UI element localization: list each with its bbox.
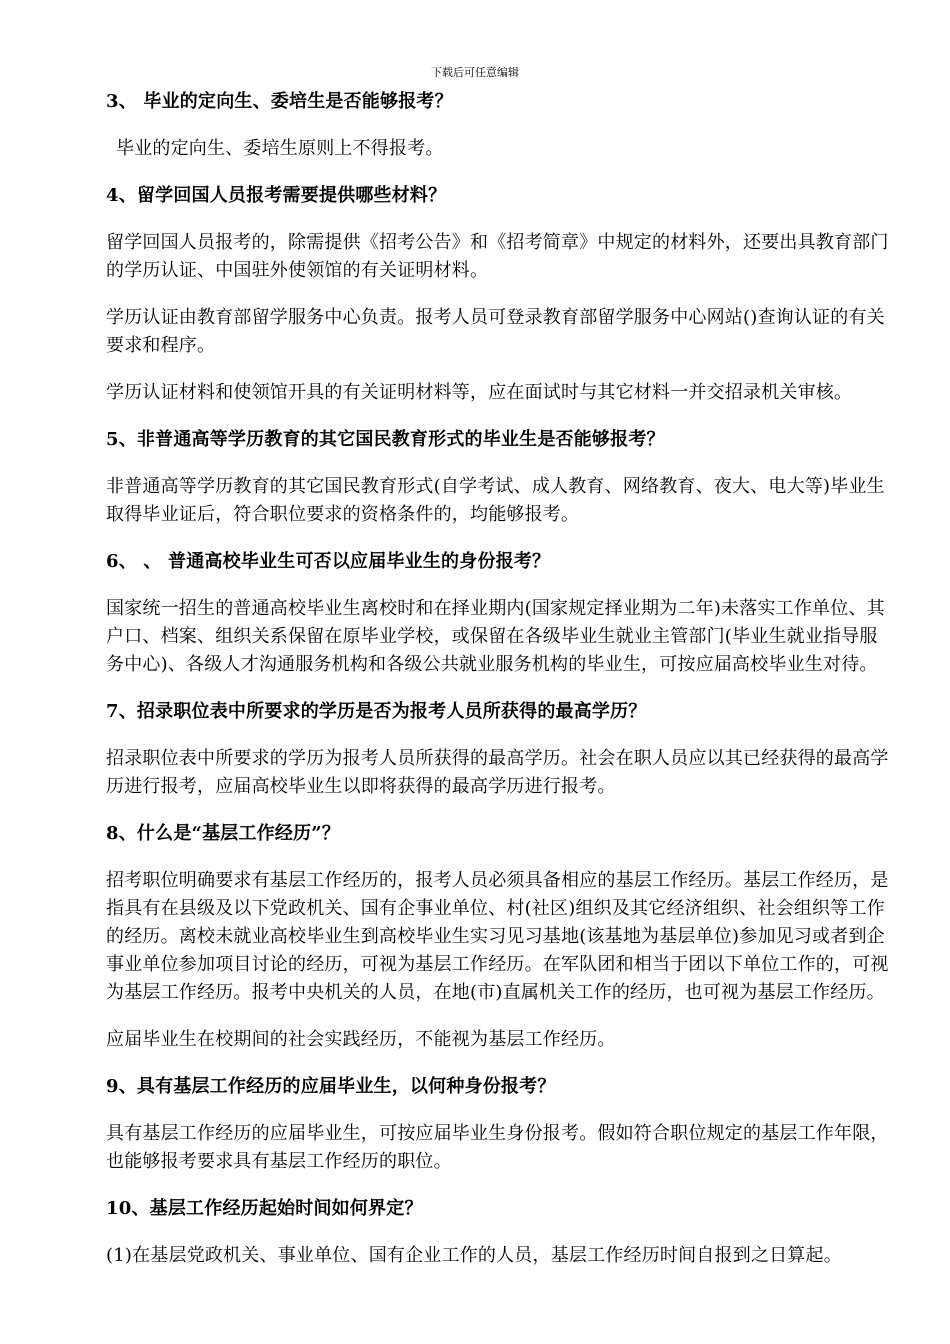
answer-5: 非普通高等学历教育的其它国民教育形式(自学考试、成人教育、网络教育、夜大、电大等)毕业生取得毕业证后，符合职位要求的资格条件的，均能够报考。 <box>106 476 885 525</box>
question-6: 6、 、 普通高校毕业生可否以应届毕业生的身份报考？ <box>106 551 551 572</box>
question-8: 8、什么是“基层工作经历”？ <box>106 823 341 844</box>
question-5: 5、非普通高等学历教育的其它国民教育形式的毕业生是否能够报考？ <box>106 429 665 450</box>
question-7: 7、招录职位表中所要求的学历是否为报考人员所获得的最高学历？ <box>106 701 647 722</box>
question-3: 3、 毕业的定向生、委培生是否能够报考？ <box>106 91 453 112</box>
answer-10-part-1: (1)在基层党政机关、事业单位、国有企业工作的人员，基层工作经历时间自报到之日算起。 <box>106 1245 842 1266</box>
document-body <box>106 88 894 1289</box>
answer-8-part-2: 应届毕业生在校期间的社会实践经历，不能视为基层工作经历。 <box>106 1029 616 1050</box>
answer-3: 毕业的定向生、委培生原则上不得报考。 <box>116 138 444 159</box>
question-4: 4、留学回国人员报考需要提供哪些材料？ <box>106 185 447 206</box>
answer-4-part-3: 学历认证材料和使领馆开具的有关证明材料等，应在面试时与其它材料一并交招录机关审核。 <box>106 382 853 403</box>
answer-4-part-2: 学历认证由教育部留学服务中心负责。报考人员可登录教育部留学服务中心网站()查询认证的有关要求和程序。 <box>106 307 885 356</box>
answer-7: 招录职位表中所要求的学历为报考人员所获得的最高学历。社会在职人员应以其已经获得的最高学历进行报考，应届高校毕业生以即将获得的最高学历进行报考。 <box>106 748 889 797</box>
question-9: 9、具有基层工作经历的应届毕业生，以何种身份报考？ <box>106 1076 556 1097</box>
answer-4-part-1: 留学回国人员报考的，除需提供《招考公告》和《招考简章》中规定的材料外，还要出具教育部门的学历认证、中国驻外使领馆的有关证明材料。 <box>106 232 889 281</box>
answer-8-part-1: 招考职位明确要求有基层工作经历的，报考人员必须具备相应的基层工作经历。基层工作经历，是指具有在县级及以下党政机关、国有企事业单位、村(社区)组织及其它经济组织、社会组织等工作的经历。离校未就业高校毕业生到高校毕业生实习见习基地(该基地为基层单位)参加见习或者到企事业单位参加项目讨论的经历，可视为基层工作经历。在军队团和相当于团以下单位工作的，可视为基层工作经历。报考中央机关的人员，在地(市)直属机关工作的经历，也可视为基层工作经历。 <box>106 870 889 1003</box>
answer-6: 国家统一招生的普通高校毕业生离校时和在择业期内(国家规定择业期为二年)未落实工作单位、其户口、档案、组织关系保留在原毕业学校，或保留在各级毕业生就业主管部门(毕业生就业指导服务中心)、各级人才沟通服务机构和各级公共就业服务机构的毕业生，可按应届高校毕业生对待。 <box>106 598 885 675</box>
page-header: 下载后可任意编辑 <box>431 66 519 79</box>
question-10: 10、基层工作经历起始时间如何界定？ <box>106 1198 423 1219</box>
answer-9: 具有基层工作经历的应届毕业生，可按应届毕业生身份报考。假如符合职位规定的基层工作年限，也能够报考要求具有基层工作经历的职位。 <box>106 1123 889 1172</box>
